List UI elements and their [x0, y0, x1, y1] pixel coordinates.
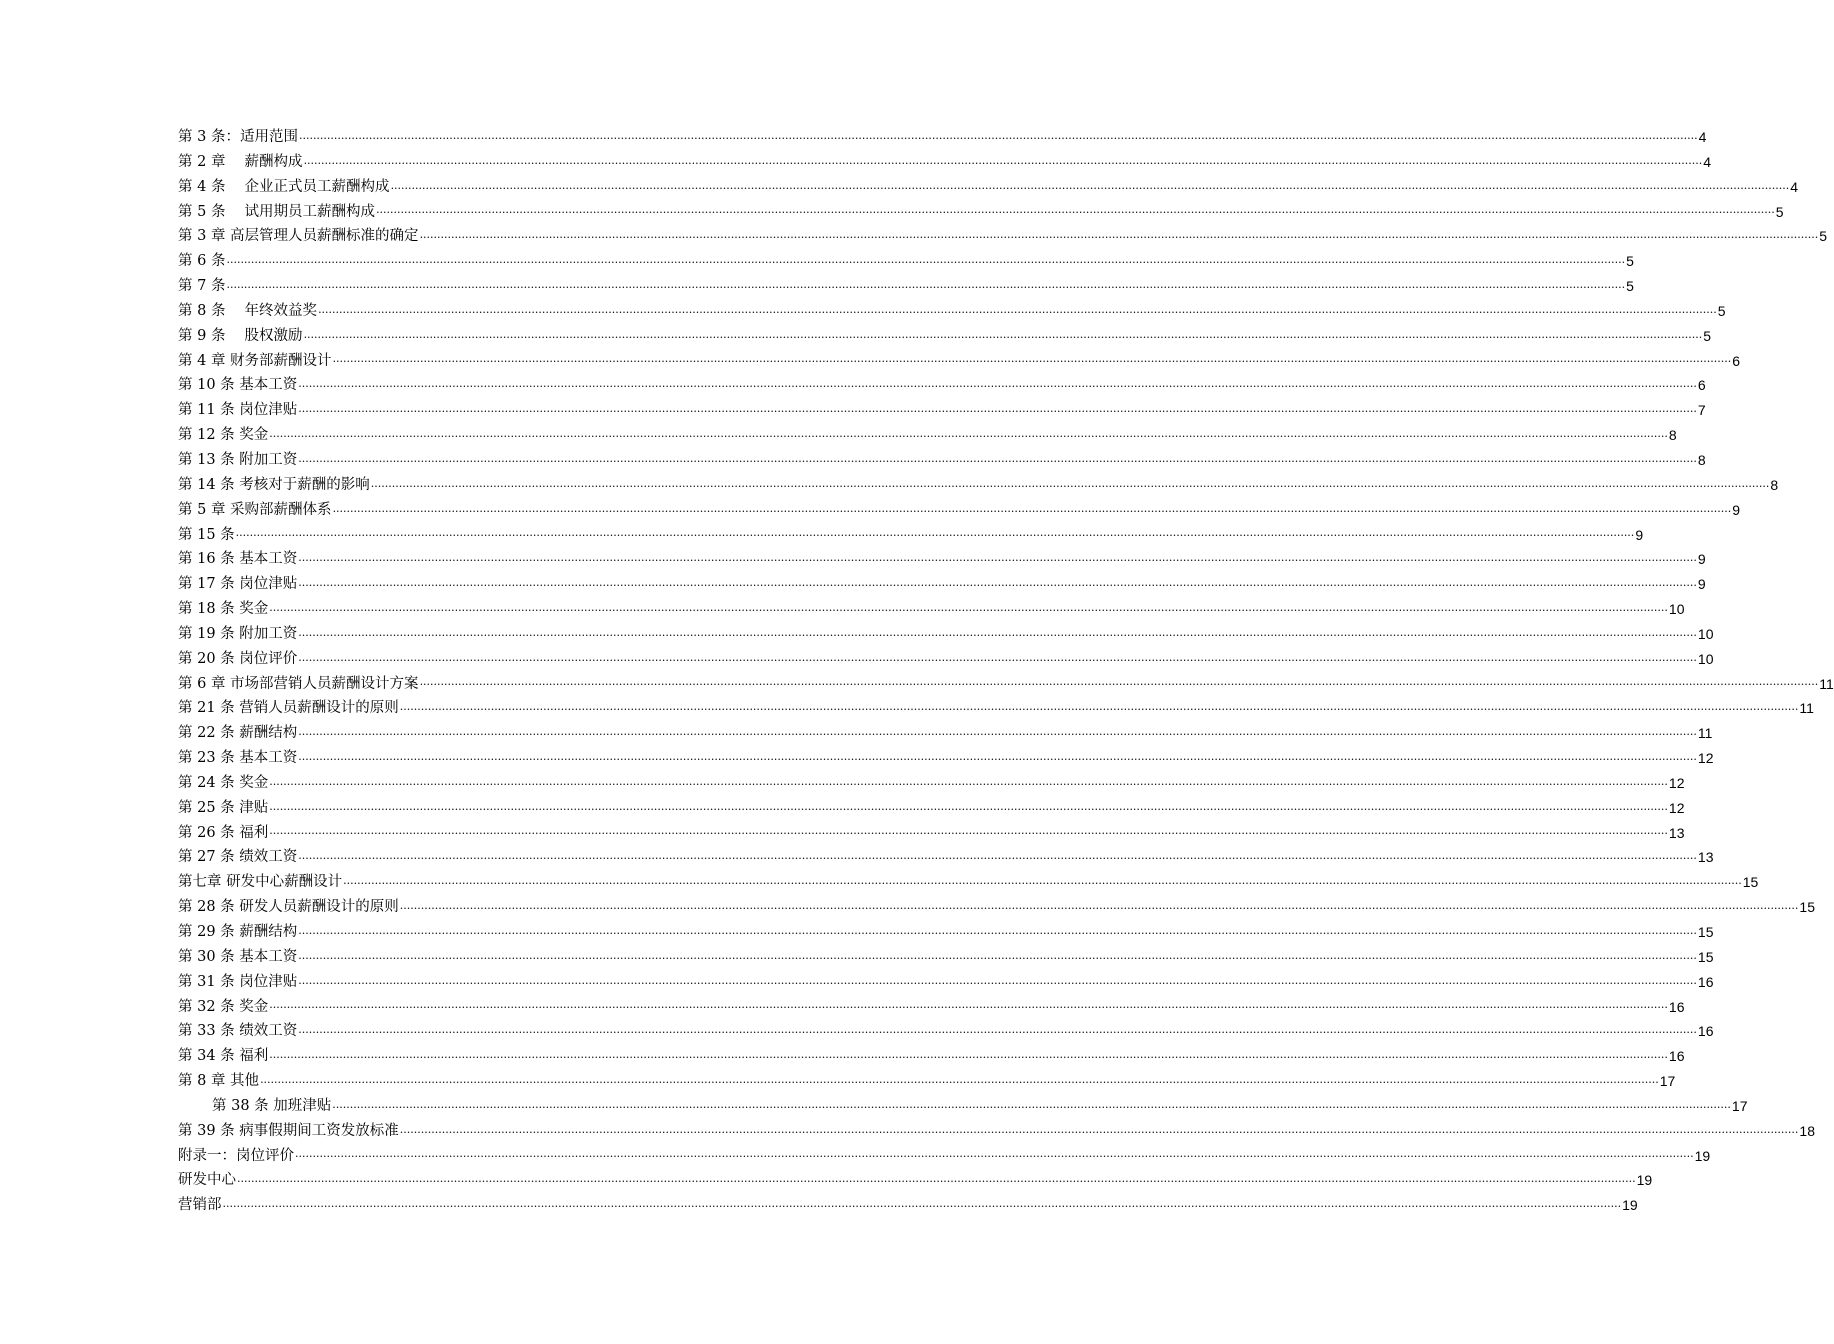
- toc-dot-leader: ................................................................................................................................................................................................................................................................................................................................................................................................................: [260, 1072, 1659, 1086]
- toc-dot-leader: ................................................................................................................................................................................................................................................................................................................................................................................................................: [269, 426, 1668, 440]
- toc-entry-page-number: 8: [1668, 427, 1677, 444]
- toc-entry[interactable]: [178, 1119, 1815, 1144]
- toc-entry[interactable]: [178, 572, 1706, 597]
- toc-dot-leader: ................................................................................................................................................................................................................................................................................................................................................................................................................: [298, 973, 1697, 987]
- toc-dot-leader: ................................................................................................................................................................................................................................................................................................................................................................................................................: [332, 352, 1732, 366]
- toc-entry-title: 第 18 条 奖金: [178, 601, 269, 618]
- toc-entry[interactable]: [178, 1094, 1748, 1119]
- toc-entry[interactable]: [178, 175, 1798, 200]
- toc-entry-page-number: 10: [1668, 601, 1685, 618]
- toc-dot-leader: ................................................................................................................................................................................................................................................................................................................................................................................................................: [399, 700, 1799, 714]
- toc-entry[interactable]: [178, 647, 1714, 672]
- toc-dot-leader: ................................................................................................................................................................................................................................................................................................................................................................................................................: [269, 824, 1668, 838]
- toc-entry[interactable]: [178, 920, 1714, 945]
- toc-entry-page-number: 4: [1703, 153, 1711, 170]
- toc-entry-page-number: 5: [1717, 302, 1726, 319]
- toc-entry-page-number: 4: [1790, 178, 1798, 195]
- toc-entry-title: 第 29 条 薪酬结构: [178, 924, 298, 940]
- toc-entry-page-number: 15: [1697, 924, 1714, 940]
- toc-entry-title: 第 21 条 营销人员薪酬设计的原则: [178, 700, 399, 717]
- toc-entry-title: 第 27 条 绩效工资: [178, 849, 298, 866]
- toc-entry-page-number: 16: [1697, 973, 1714, 990]
- toc-entry-title: 第 8 条 年终效益奖: [178, 302, 318, 319]
- toc-entry[interactable]: [178, 870, 1759, 895]
- toc-entry[interactable]: [178, 125, 1707, 150]
- toc-entry-title: 第 23 条 基本工资: [178, 750, 298, 767]
- toc-dot-leader: ................................................................................................................................................................................................................................................................................................................................................................................................................: [419, 675, 1819, 689]
- toc-entry-page-number: 18: [1799, 1122, 1815, 1139]
- toc-entry-page-number: 19: [1622, 1197, 1638, 1214]
- toc-dot-leader: ................................................................................................................................................................................................................................................................................................................................................................................................................: [226, 277, 1626, 291]
- toc-entry-title: 第 2 章 薪酬构成: [178, 153, 303, 170]
- toc-entry[interactable]: [178, 299, 1726, 324]
- toc-dot-leader: ................................................................................................................................................................................................................................................................................................................................................................................................................: [298, 451, 1697, 465]
- toc-dot-leader: ................................................................................................................................................................................................................................................................................................................................................................................................................: [226, 253, 1626, 267]
- toc-entry[interactable]: [178, 224, 1827, 249]
- toc-dot-leader: ................................................................................................................................................................................................................................................................................................................................................................................................................: [390, 178, 1790, 192]
- toc-dot-leader: ................................................................................................................................................................................................................................................................................................................................................................................................................: [332, 1097, 1731, 1111]
- toc-entry-title: 第 14 条 考核对于薪酬的影响: [178, 476, 370, 493]
- toc-entry-page-number: 9: [1697, 576, 1706, 593]
- toc-dot-leader: ................................................................................................................................................................................................................................................................................................................................................................................................................: [298, 749, 1697, 763]
- toc-entry-page-number: 10: [1697, 650, 1714, 667]
- toc-entry-title: 第 6 章 市场部营销人员薪酬设计方案: [178, 675, 419, 692]
- toc-entry-page-number: 8: [1697, 451, 1706, 468]
- toc-entry-page-number: 8: [1770, 476, 1779, 493]
- toc-entry-title: 第 28 条 研发人员薪酬设计的原则: [178, 899, 399, 916]
- toc-entry-page-number: 19: [1694, 1147, 1711, 1164]
- toc-dot-leader: ................................................................................................................................................................................................................................................................................................................................................................................................................: [298, 551, 1697, 565]
- toc-entry-page-number: 5: [1703, 327, 1711, 344]
- toc-entry[interactable]: [178, 622, 1714, 647]
- toc-entry[interactable]: [178, 349, 1740, 374]
- toc-entry-page-number: 11: [1799, 700, 1814, 717]
- toc-dot-leader: ................................................................................................................................................................................................................................................................................................................................................................................................................: [269, 774, 1668, 788]
- toc-entry[interactable]: [178, 970, 1714, 995]
- toc-entry-title: 附录一：岗位评价: [178, 1147, 294, 1164]
- toc-entry[interactable]: [178, 1144, 1711, 1169]
- toc-entry[interactable]: [178, 746, 1714, 771]
- toc-dot-leader: ................................................................................................................................................................................................................................................................................................................................................................................................................: [303, 327, 1703, 341]
- toc-entry-title: 第 9 条 股权激励: [178, 327, 303, 344]
- toc-dot-leader: ................................................................................................................................................................................................................................................................................................................................................................................................................: [269, 1048, 1668, 1062]
- toc-entry-page-number: 13: [1697, 849, 1714, 866]
- toc-entry[interactable]: [178, 473, 1779, 498]
- toc-dot-leader: ................................................................................................................................................................................................................................................................................................................................................................................................................: [298, 923, 1697, 937]
- toc-entry[interactable]: [178, 796, 1685, 821]
- toc-dot-leader: ................................................................................................................................................................................................................................................................................................................................................................................................................: [419, 228, 1819, 242]
- toc-entry-title: 第 10 条 基本工资: [178, 377, 298, 394]
- toc-entry-title: 第 5 条 试用期员工薪酬构成: [178, 203, 376, 220]
- toc-entry-title: 第 31 条 岗位津贴: [178, 973, 298, 990]
- toc-entry-page-number: 11: [1819, 675, 1834, 692]
- toc-dot-leader: ................................................................................................................................................................................................................................................................................................................................................................................................................: [298, 377, 1697, 391]
- toc-dot-leader: ................................................................................................................................................................................................................................................................................................................................................................................................................: [298, 128, 1698, 142]
- toc-dot-leader: ................................................................................................................................................................................................................................................................................................................................................................................................................: [269, 998, 1668, 1012]
- toc-entry[interactable]: [178, 845, 1714, 870]
- toc-entry-page-number: 12: [1697, 750, 1714, 767]
- toc-entry-title: 第 13 条 附加工资: [178, 451, 298, 468]
- toc-entry[interactable]: [178, 1044, 1685, 1069]
- toc-entry-title: 第 16 条 基本工资: [178, 551, 298, 568]
- toc-dot-leader: ................................................................................................................................................................................................................................................................................................................................................................................................................: [298, 725, 1697, 739]
- toc-entry-page-number: 16: [1668, 998, 1685, 1015]
- toc-entry-page-number: 15: [1742, 874, 1759, 891]
- toc-entry-title: 研发中心: [178, 1172, 236, 1189]
- toc-dot-leader: ................................................................................................................................................................................................................................................................................................................................................................................................................: [295, 1147, 1694, 1161]
- toc-entry-title: 第 33 条 绩效工资: [178, 1023, 298, 1040]
- toc-entry-page-number: 4: [1698, 129, 1707, 145]
- toc-dot-leader: ................................................................................................................................................................................................................................................................................................................................................................................................................: [235, 526, 1635, 540]
- toc-dot-leader: ................................................................................................................................................................................................................................................................................................................................................................................................................: [269, 600, 1668, 614]
- toc-entry-title: 第 20 条 岗位评价: [178, 650, 298, 667]
- toc-entry-title: 第 24 条 奖金: [178, 774, 269, 791]
- toc-entry[interactable]: [178, 771, 1685, 796]
- toc-entry[interactable]: [178, 945, 1714, 970]
- toc-entry[interactable]: [178, 249, 1634, 274]
- toc-entry-page-number: 13: [1668, 824, 1685, 841]
- toc-entry-title: 第 7 条: [178, 278, 226, 295]
- toc-entry[interactable]: [178, 423, 1677, 448]
- toc-entry[interactable]: [178, 523, 1644, 548]
- toc-entry[interactable]: [178, 547, 1706, 572]
- toc-entry-page-number: 9: [1635, 526, 1644, 543]
- toc-entry[interactable]: [178, 895, 1815, 920]
- toc-entry-title: 第 5 章 采购部薪酬体系: [178, 501, 332, 518]
- toc-entry-page-number: 10: [1697, 625, 1714, 642]
- toc-entry-page-number: 15: [1799, 899, 1815, 916]
- toc-dot-leader: ................................................................................................................................................................................................................................................................................................................................................................................................................: [298, 650, 1697, 664]
- toc-entry-title: 第 39 条 病事假期间工资发放标准: [178, 1122, 399, 1139]
- toc-entry-title: 第 3 章 高层管理人员薪酬标准的确定: [178, 228, 419, 245]
- toc-entry[interactable]: [178, 498, 1740, 523]
- toc-entry-page-number: 16: [1697, 1023, 1714, 1040]
- toc-entry-title: 第 17 条 岗位津贴: [178, 576, 298, 593]
- toc-entry-title: 第 38 条 加班津贴: [212, 1097, 332, 1114]
- toc-dot-leader: ................................................................................................................................................................................................................................................................................................................................................................................................................: [332, 501, 1732, 515]
- toc-dot-leader: ................................................................................................................................................................................................................................................................................................................................................................................................................: [376, 203, 1775, 217]
- toc-entry[interactable]: [178, 324, 1711, 349]
- toc-entry[interactable]: [178, 150, 1711, 175]
- toc-entry-page-number: 17: [1659, 1073, 1676, 1090]
- toc-dot-leader: ................................................................................................................................................................................................................................................................................................................................................................................................................: [298, 625, 1697, 639]
- table-of-contents: [178, 125, 1834, 1218]
- toc-entry[interactable]: [178, 398, 1706, 423]
- toc-entry[interactable]: [178, 597, 1685, 622]
- toc-entry-page-number: 6: [1732, 352, 1740, 369]
- toc-dot-leader: ................................................................................................................................................................................................................................................................................................................................................................................................................: [298, 402, 1697, 416]
- toc-entry-title: 第 32 条 奖金: [178, 998, 269, 1015]
- toc-entry-page-number: 15: [1697, 948, 1714, 965]
- toc-entry-page-number: 12: [1668, 774, 1685, 791]
- toc-entry-page-number: 5: [1819, 228, 1827, 245]
- toc-entry-page-number: 11: [1697, 725, 1713, 742]
- toc-entry-page-number: 5: [1626, 278, 1634, 295]
- toc-dot-leader: ................................................................................................................................................................................................................................................................................................................................................................................................................: [298, 948, 1697, 962]
- toc-entry[interactable]: [178, 448, 1706, 473]
- toc-entry-page-number: 9: [1732, 501, 1740, 518]
- toc-dot-leader: ................................................................................................................................................................................................................................................................................................................................................................................................................: [222, 1197, 1622, 1211]
- toc-entry[interactable]: [178, 1069, 1676, 1094]
- toc-entry-title: 第 22 条 薪酬结构: [178, 725, 298, 742]
- toc-entry-title: 第 6 条: [178, 253, 226, 270]
- toc-entry[interactable]: [178, 995, 1685, 1020]
- toc-dot-leader: ................................................................................................................................................................................................................................................................................................................................................................................................................: [343, 874, 1742, 888]
- toc-entry-title: 第 4 条 企业正式员工薪酬构成: [178, 178, 390, 195]
- toc-entry-title: 第 26 条 福利: [178, 824, 269, 841]
- toc-entry-page-number: 5: [1775, 203, 1784, 220]
- toc-entry-page-number: 5: [1626, 253, 1634, 270]
- toc-entry-title: 第 34 条 福利: [178, 1048, 269, 1065]
- toc-entry-page-number: 19: [1636, 1172, 1653, 1189]
- toc-entry-title: 第 15 条: [178, 526, 235, 543]
- toc-entry[interactable]: [178, 821, 1685, 846]
- toc-entry-title: 第 8 章 其他: [178, 1073, 260, 1090]
- toc-entry[interactable]: [178, 200, 1784, 225]
- toc-dot-leader: ................................................................................................................................................................................................................................................................................................................................................................................................................: [269, 799, 1668, 813]
- toc-dot-leader: ................................................................................................................................................................................................................................................................................................................................................................................................................: [318, 302, 1717, 316]
- toc-entry-title: 第 4 章 财务部薪酬设计: [178, 352, 332, 369]
- toc-entry-title: 营销部: [178, 1197, 222, 1214]
- toc-dot-leader: ................................................................................................................................................................................................................................................................................................................................................................................................................: [298, 576, 1697, 590]
- toc-entry-title: 第 3 条：适用范围: [178, 129, 298, 145]
- toc-entry-page-number: 12: [1668, 799, 1685, 816]
- toc-entry-page-number: 6: [1697, 377, 1706, 394]
- toc-entry[interactable]: [178, 696, 1814, 721]
- toc-entry[interactable]: [178, 274, 1634, 299]
- toc-entry-page-number: 16: [1668, 1048, 1685, 1065]
- toc-entry-title: 第 11 条 岗位津贴: [178, 402, 298, 419]
- toc-entry-page-number: 17: [1731, 1097, 1748, 1114]
- toc-dot-leader: ................................................................................................................................................................................................................................................................................................................................................................................................................: [370, 476, 1770, 490]
- toc-dot-leader: ................................................................................................................................................................................................................................................................................................................................................................................................................: [237, 1172, 1636, 1186]
- toc-entry-title: 第 12 条 奖金: [178, 427, 269, 444]
- toc-entry[interactable]: [178, 373, 1706, 398]
- toc-entry[interactable]: [178, 1193, 1638, 1218]
- toc-entry[interactable]: [178, 1019, 1714, 1044]
- toc-dot-leader: ................................................................................................................................................................................................................................................................................................................................................................................................................: [399, 899, 1799, 912]
- toc-dot-leader: ................................................................................................................................................................................................................................................................................................................................................................................................................: [303, 153, 1703, 167]
- toc-entry[interactable]: [178, 721, 1713, 746]
- toc-entry-page-number: 9: [1697, 551, 1706, 568]
- toc-entry-title: 第七章 研发中心薪酬设计: [178, 874, 343, 891]
- toc-dot-leader: ................................................................................................................................................................................................................................................................................................................................................................................................................: [298, 1023, 1697, 1037]
- toc-dot-leader: ................................................................................................................................................................................................................................................................................................................................................................................................................: [298, 849, 1697, 863]
- toc-entry[interactable]: [178, 1168, 1653, 1193]
- toc-entry-title: 第 30 条 基本工资: [178, 948, 298, 965]
- toc-entry-title: 第 25 条 津贴: [178, 799, 269, 816]
- toc-entry-page-number: 7: [1697, 402, 1706, 419]
- toc-entry[interactable]: [178, 672, 1834, 697]
- toc-dot-leader: ................................................................................................................................................................................................................................................................................................................................................................................................................: [399, 1122, 1799, 1136]
- toc-entry-title: 第 19 条 附加工资: [178, 625, 298, 642]
